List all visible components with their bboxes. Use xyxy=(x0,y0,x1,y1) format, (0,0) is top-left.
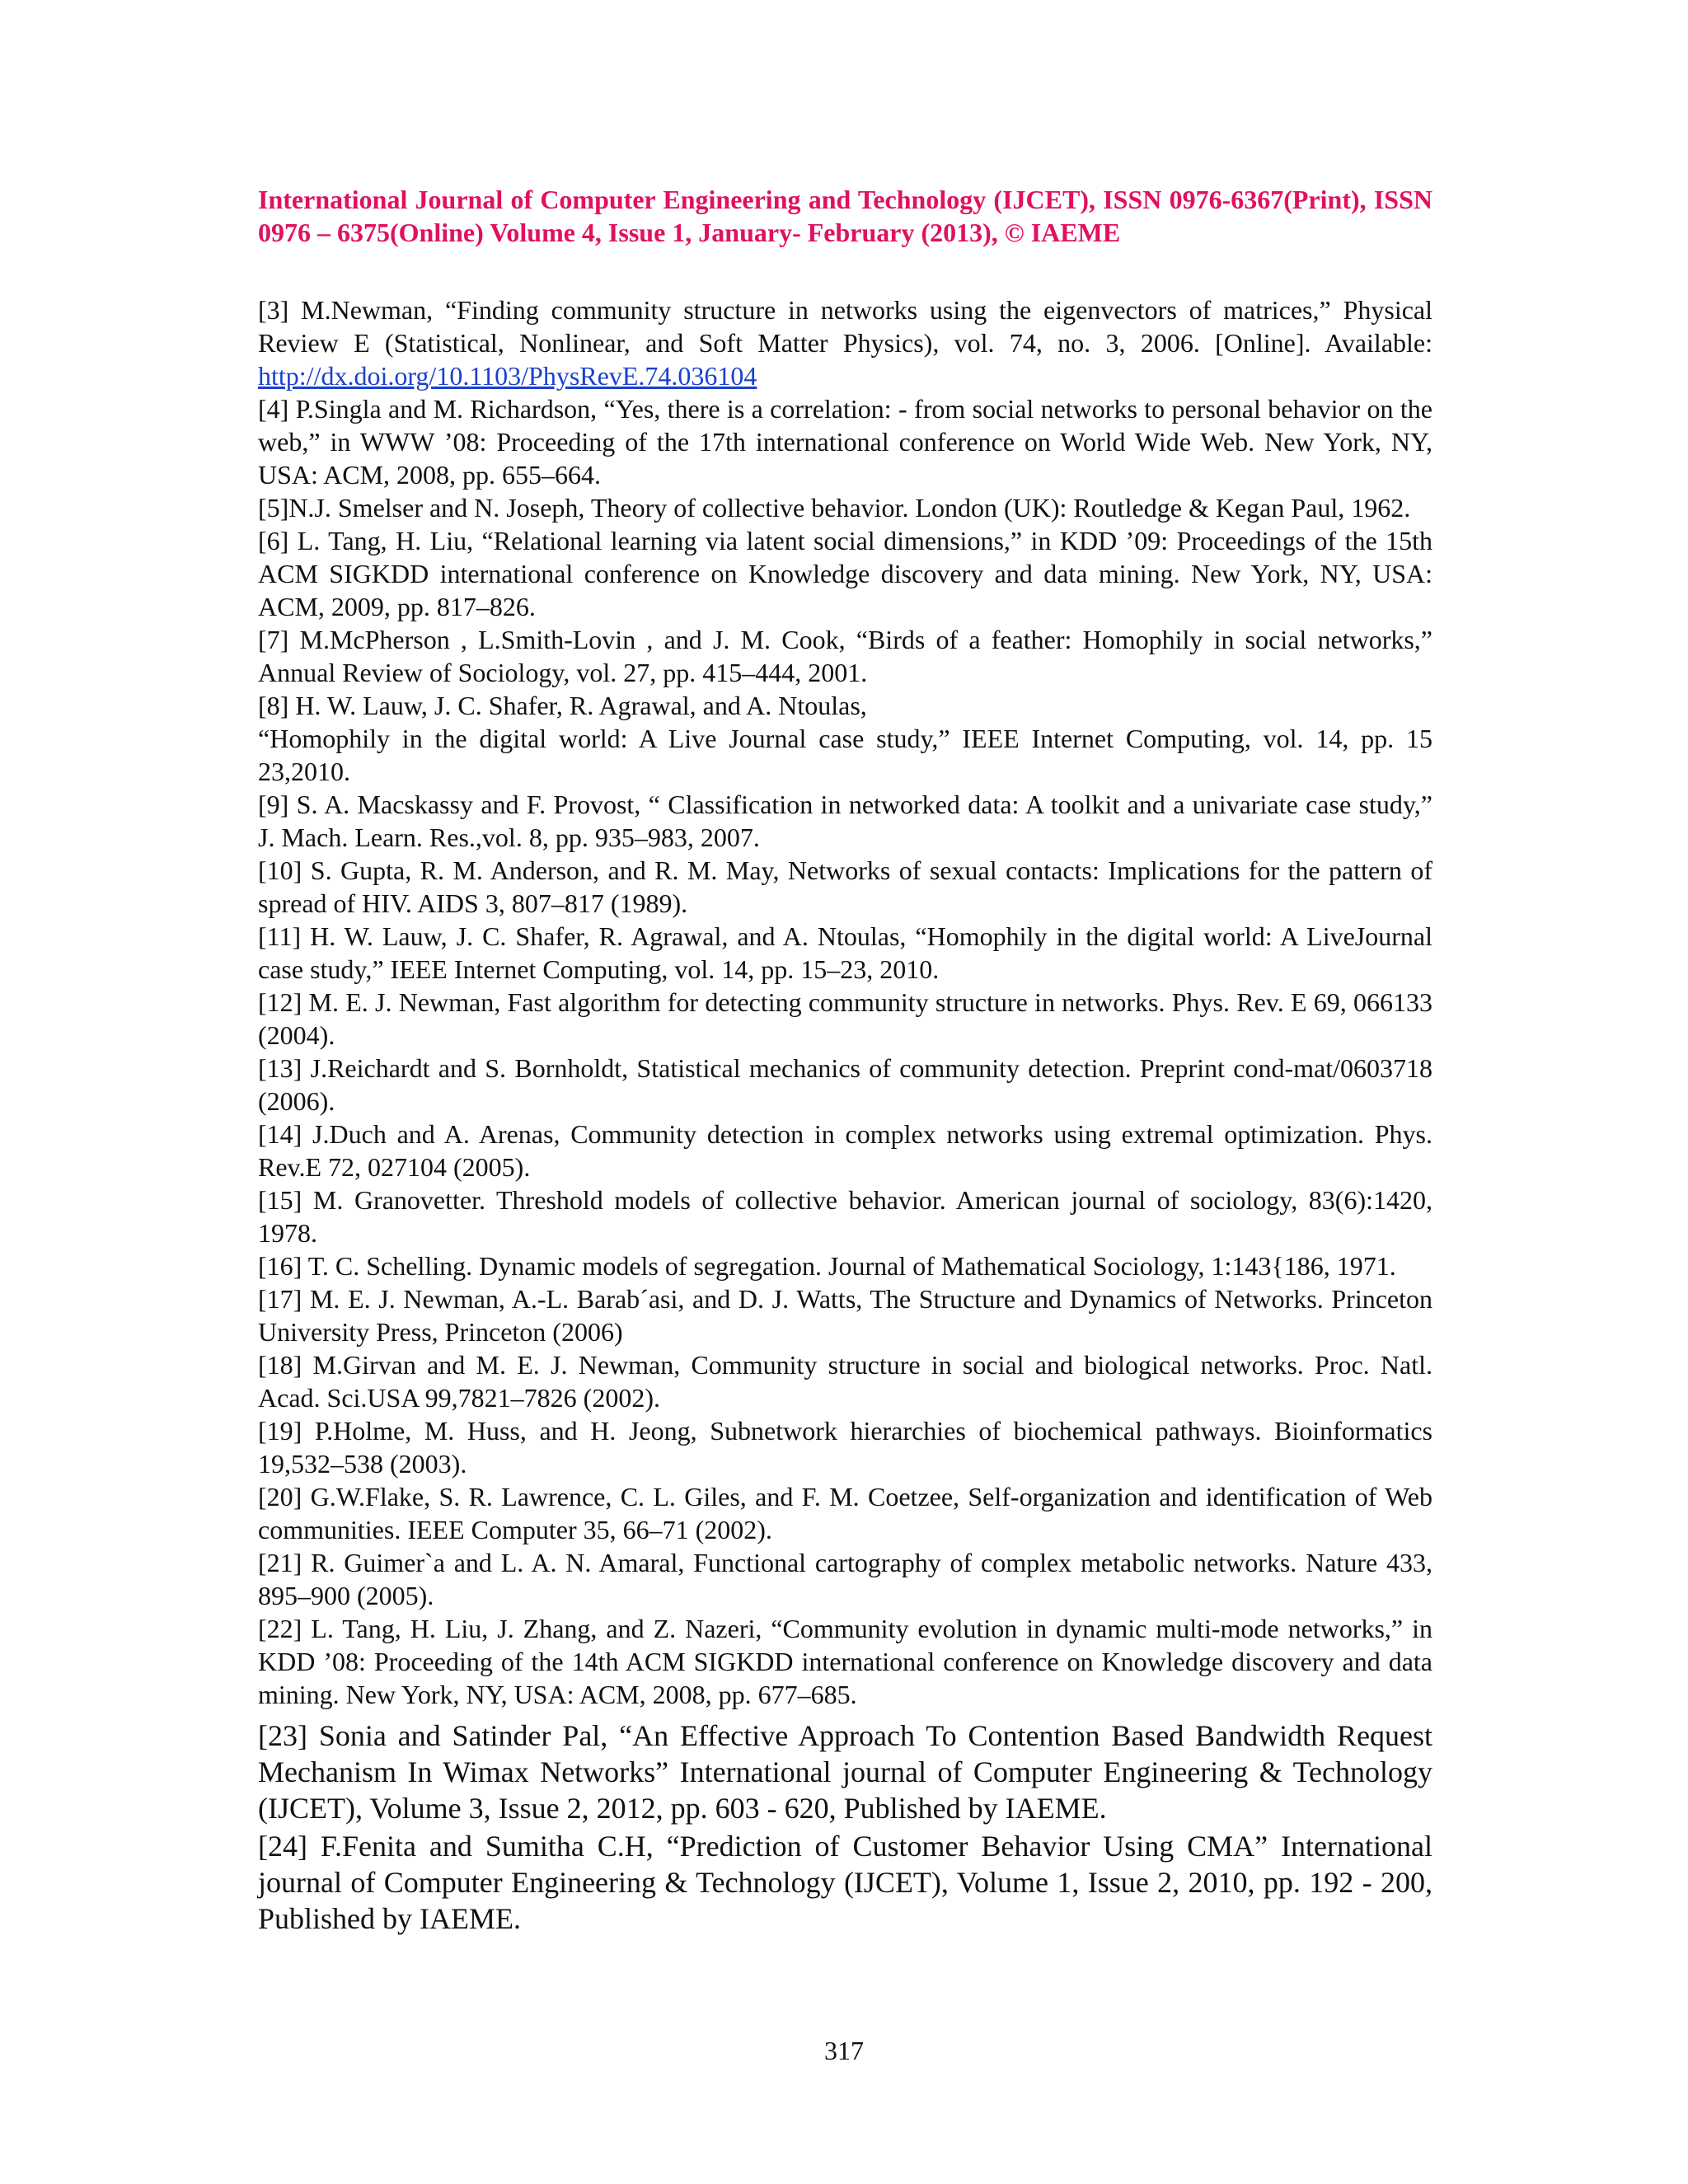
reference-4: [4] P.Singla and M. Richardson, “Yes, there is a correlation: - from social networks to personal behavior on the web,” in WWW ’08: Proceeding of the 17th international conference on World Wide Web. New York, NY, USA: ACM, 2008, pp. 655–664. xyxy=(258,394,1432,490)
reference-8: [8] H. W. Lauw, J. C. Shafer, R. Agrawal, and A. Ntoulas, xyxy=(258,691,867,720)
reference-11: [11] H. W. Lauw, J. C. Shafer, R. Agrawal, and A. Ntoulas, “Homophily in the digital world: A LiveJournal case study,” IEEE Internet Computing, vol. 14, pp. 15–23, 2010. xyxy=(258,921,1432,984)
reference-12: [12] M. E. J. Newman, Fast algorithm for detecting community structure in networks. Phys. Rev. E 69, 066133 (2004). xyxy=(258,987,1432,1050)
reference-3 xyxy=(258,293,1432,392)
reference-6: [6] L. Tang, H. Liu, “Relational learning via latent social dimensions,” in KDD ’09: Proceedings of the 15th ACM SIGKDD international conference on Knowledge discovery and data mining. New York, NY, USA: ACM, 2009, pp. 817–826. xyxy=(258,526,1432,621)
reference-5: [5]N.J. Smelser and N. Joseph, Theory of collective behavior. London (UK): Routledge & Kegan Paul, 1962. xyxy=(258,493,1411,523)
reference-19: [19] P.Holme, M. Huss, and H. Jeong, Subnetwork hierarchies of biochemical pathways. Bioinformatics 19,532–538 (2003). xyxy=(258,1416,1432,1479)
reference-21: [21] R. Guimer`a and L. A. N. Amaral, Functional cartography of complex metabolic networks. Nature 433, 895–900 (2005). xyxy=(258,1548,1432,1610)
reference-14: [14] J.Duch and A. Arenas, Community detection in complex networks using extremal optimization. Phys. Rev.E 72, 027104 (2005). xyxy=(258,1119,1432,1182)
reference-23: [23] Sonia and Satinder Pal, “An Effective Approach To Contention Based Bandwidth Request Mechanism In Wimax Networks” International journal of Computer Engineering & Technology (IJCET), Volume 3, Issue 2, 2012, pp. 603 - 620, Published by IAEME. xyxy=(258,1719,1432,1825)
reference-22: [22] L. Tang, H. Liu, J. Zhang, and Z. Nazeri, “Community evolution in dynamic multi-mode networks,” in KDD ’08: Proceeding of the 14th ACM SIGKDD international conference on Knowledge discovery and data mining. New York, NY, USA: ACM, 2008, pp. 677–685. xyxy=(258,1614,1432,1709)
page-content xyxy=(258,183,1432,1937)
reference-9: [9] S. A. Macskassy and F. Provost, “ Classification in networked data: A toolkit and a univariate case study,” J. Mach. Learn. Res.,vol. 8, pp. 935–983, 2007. xyxy=(258,790,1432,852)
reference-16: [16] T. C. Schelling. Dynamic models of segregation. Journal of Mathematical Sociology, 1:143{186, 1971. xyxy=(258,1251,1396,1281)
reference-8-continuation: “Homophily in the digital world: A Live Journal case study,” IEEE Internet Computing, vol. 14, pp. 15 23,2010. xyxy=(258,724,1432,786)
journal-header: International Journal of Computer Engineering and Technology (IJCET), ISSN 0976-6367(Print), ISSN 0976 – 6375(Online) Volume 4, Issue 1, January- February (2013), © IAEME xyxy=(258,185,1432,247)
reference-3-doi-link[interactable]: http://dx.doi.org/10.1103/PhysRevE.74.036104 xyxy=(258,361,757,391)
reference-list xyxy=(258,293,1432,1937)
reference-13: [13] J.Reichardt and S. Bornholdt, Statistical mechanics of community detection. Preprint cond-mat/0603718 (2006). xyxy=(258,1053,1432,1116)
reference-7: [7] M.McPherson , L.Smith-Lovin , and J. M. Cook, “Birds of a feather: Homophily in social networks,” Annual Review of Sociology, vol. 27, pp. 415–444, 2001. xyxy=(258,625,1432,687)
reference-17: [17] M. E. J. Newman, A.-L. Barab´asi, and D. J. Watts, The Structure and Dynamics of Networks. Princeton University Press, Princeton (2006) xyxy=(258,1284,1432,1347)
reference-24: [24] F.Fenita and Sumitha C.H, “Prediction of Customer Behavior Using CMA” International journal of Computer Engineering & Technology (IJCET), Volume 1, Issue 2, 2010, pp. 192 - 200, Published by IAEME. xyxy=(258,1830,1432,1935)
reference-10: [10] S. Gupta, R. M. Anderson, and R. M. May, Networks of sexual contacts: Implications for the pattern of spread of HIV. AIDS 3, 807–817 (1989). xyxy=(258,855,1432,918)
reference-20: [20] G.W.Flake, S. R. Lawrence, C. L. Giles, and F. M. Coetzee, Self-organization and identification of Web communities. IEEE Computer 35, 66–71 (2002). xyxy=(258,1482,1432,1544)
reference-15: [15] M. Granovetter. Threshold models of collective behavior. American journal of sociology, 83(6):1420, 1978. xyxy=(258,1185,1432,1248)
reference-18: [18] M.Girvan and M. E. J. Newman, Community structure in social and biological networks. Proc. Natl. Acad. Sci.USA 99,7821–7826 (2002). xyxy=(258,1350,1432,1413)
reference-3-text: [3] M.Newman, “Finding community structure in networks using the eigenvectors of matrices,” Physical Review E (Statistical, Nonlinear, and Soft Matter Physics), vol. 74, no. 3, 2006. [Online]. Available: xyxy=(258,295,1432,358)
page-number: 317 xyxy=(824,2036,864,2065)
